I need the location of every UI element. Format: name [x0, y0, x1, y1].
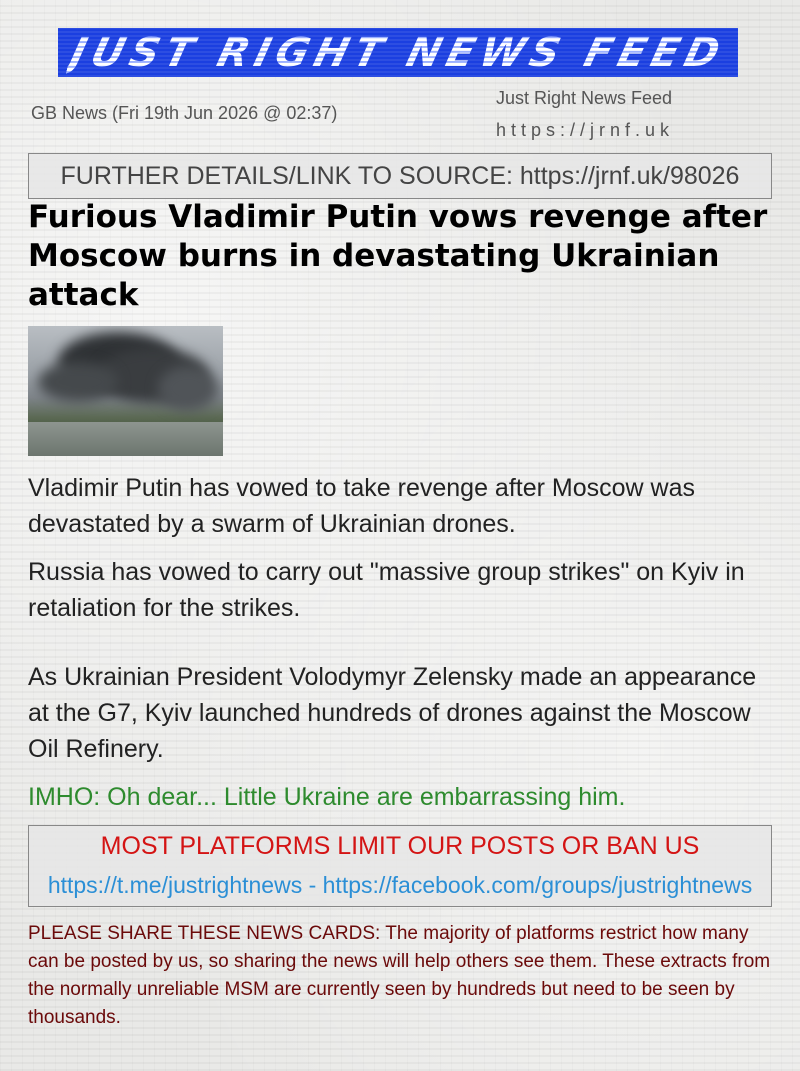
article-photo — [28, 326, 223, 456]
article-paragraph-3: As Ukrainian President Volodymyr Zelensky made an appearance at the G7, Kyiv launched hundreds of drones against the Moscow Oil Refinery. — [28, 663, 757, 763]
site-banner — [58, 28, 738, 77]
site-url-link[interactable]: https://jrnf.uk — [496, 120, 675, 140]
article-paragraph-2: Russia has vowed to carry out "massive group strikes" on Kyiv in retaliation for the strikes. — [28, 558, 745, 622]
imho-comment: IMHO: Oh dear... Little Ukraine are embarrassing him. — [28, 783, 626, 811]
platform-notice-box — [28, 825, 772, 907]
source-attribution: GB News (Fri 19th Jun 2026 @ 02:37) — [31, 103, 338, 123]
article-paragraph-1: Vladimir Putin has vowed to take revenge after Moscow was devastated by a swarm of Ukrainian drones. — [28, 474, 695, 538]
social-links[interactable]: https://t.me/justrightnews - https://facebook.com/groups/justrightnews — [47, 872, 753, 898]
source-link-box[interactable] — [28, 153, 772, 199]
site-name: Just Right News Feed — [496, 88, 673, 108]
source-link-text[interactable]: FURTHER DETAILS/LINK TO SOURCE: https://jrnf.uk/98026 — [60, 161, 740, 190]
article-headline: Furious Vladimir Putin vows revenge after Moscow burns in devastating Ukrainian attack — [28, 199, 768, 313]
banner-title: JUST RIGHT NEWS FEED — [65, 29, 731, 76]
share-note: PLEASE SHARE THESE NEWS CARDS: The majority of platforms restrict how many can be posted by us, so sharing the news will help others see them. These extracts from the normally unreliable MSM are currently seen by hundreds but need to be seen by thousands. — [28, 923, 771, 1028]
platform-warning: MOST PLATFORMS LIMIT OUR POSTS OR BAN US — [100, 832, 700, 860]
